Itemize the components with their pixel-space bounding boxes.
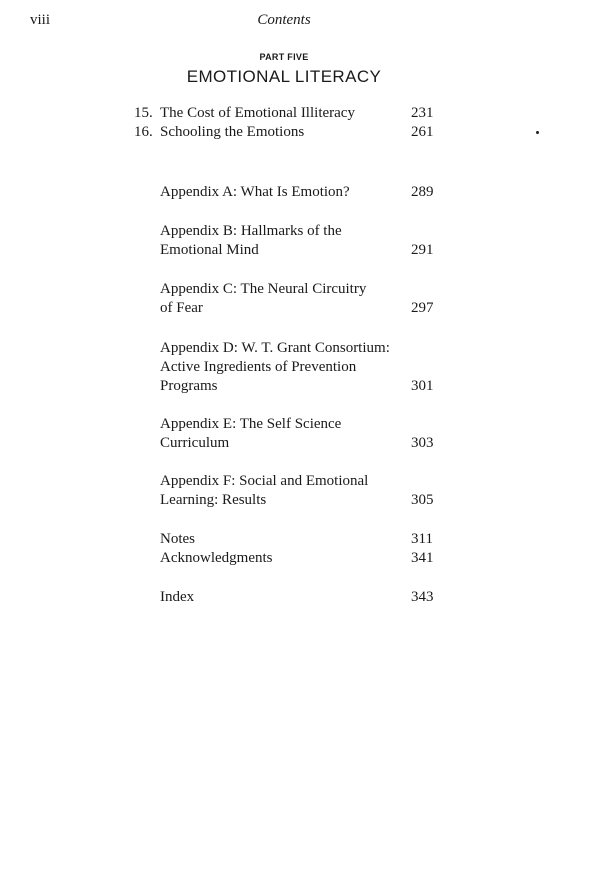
- chapter-title: Schooling the Emotions: [160, 124, 305, 140]
- appendix-d-title-line-3: Programs: [160, 378, 218, 394]
- appendix-f-title-line-2: Learning: Results: [160, 492, 267, 508]
- toc-entry-chapter-16: [0, 123, 598, 142]
- appendix-f-title-line-1: Appendix F: Social and Emotional: [160, 473, 369, 489]
- appendix-b-title-line-1: Appendix B: Hallmarks of the: [160, 223, 342, 239]
- page-number: viii: [30, 12, 51, 28]
- appendix-b-page: 291: [411, 242, 434, 258]
- appendix-d-title-line-1: Appendix D: W. T. Grant Consortium:: [160, 340, 390, 356]
- appendix-a-page: 289: [411, 184, 434, 200]
- appendix-e-title-line-1: Appendix E: The Self Science: [160, 416, 342, 432]
- scan-speck: [536, 131, 539, 134]
- appendix-f-page: 305: [411, 492, 434, 508]
- acknowledgments-page: 341: [411, 550, 434, 566]
- notes-title: Notes: [160, 531, 195, 547]
- toc-entry-chapter-15: [0, 104, 598, 123]
- chapter-page: 231: [411, 105, 434, 121]
- appendix-c-title-line-2: of Fear: [160, 300, 203, 316]
- appendix-d-page: 301: [411, 378, 434, 394]
- chapter-page: 261: [411, 124, 434, 140]
- chapter-number: 15.: [134, 105, 153, 121]
- appendix-e-title-line-2: Curriculum: [160, 435, 230, 451]
- index-page: 343: [411, 589, 434, 605]
- appendix-c-page: 297: [411, 300, 434, 316]
- index-title: Index: [160, 589, 195, 605]
- part-label: PART FIVE: [259, 52, 309, 62]
- running-head: Contents: [257, 12, 311, 28]
- chapter-title: The Cost of Emotional Illiteracy: [160, 105, 355, 121]
- acknowledgments-title: Acknowledgments: [160, 550, 273, 566]
- chapter-number: 16.: [134, 124, 153, 140]
- appendix-b-title-line-2: Emotional Mind: [160, 242, 259, 258]
- notes-page: 311: [411, 531, 433, 547]
- appendix-a-title: Appendix A: What Is Emotion?: [160, 184, 350, 200]
- appendix-c-title-line-1: Appendix C: The Neural Circuitry: [160, 281, 367, 297]
- appendix-d-title-line-2: Active Ingredients of Prevention: [160, 359, 357, 375]
- part-title: EMOTIONAL LITERACY: [186, 67, 382, 86]
- appendix-e-page: 303: [411, 435, 434, 451]
